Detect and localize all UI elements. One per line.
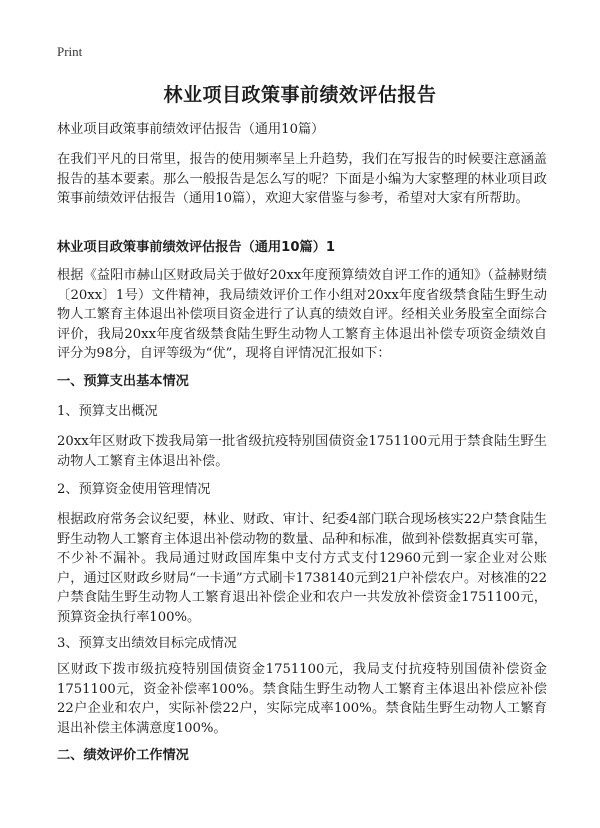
paragraph-basis: 根据《益阳市赫山区财政局关于做好20xx年度预算绩效自评工作的通知》（益赫财绩〔20xx〕1号）文件精神，我局绩效评价工作小组对20xx年度省级禁食陆生野生动物人工繁育主体退出补偿项目资金进行了认真的绩效自评。经相关业务股室全面综合评价，我局20xx年度省级禁食陆生野生动物人工繁育主体退出补偿专项资金绩效自评分为98分，自评等级为“优”，现将自评情况汇报如下： xyxy=(57,268,547,361)
paragraph-fund-management: 根据政府常务会议纪要，林业、财政、审计、纪委4部门联合现场核实22户禁食陆生野生动物人工繁育主体退出补偿动物的数量、品种和标准，做到补偿数据真实可靠，不少补不漏补。我局通过财政国库集中支付方式支付12960元到一家企业对公账户，通过区财政乡财局“一卡通”方式刷卡1738140元到21户补偿农户。对核准的22户禁食陆生野生动物人工繁育退出补偿企业和农户一共发放补偿资金1751100元，预算资金执行率100%。 xyxy=(57,512,547,625)
heading-evaluation-work: 二、绩效评价工作情况 xyxy=(57,748,189,763)
document-subtitle: 林业项目政策事前绩效评估报告（通用10篇） xyxy=(57,122,325,137)
subheading-fund-management: 2、预算资金使用管理情况 xyxy=(57,482,211,497)
print-label: Print xyxy=(57,44,83,59)
page-title: 林业项目政策事前绩效评估报告 xyxy=(163,84,437,106)
paragraph-expenditure: 20xx年区财政下拨我局第一批省级抗疫特别国债资金1751100元用于禁食陆生野生动物人工繁育主体退出补偿。 xyxy=(57,434,547,469)
intro-paragraph: 在我们平凡的日常里，报告的使用频率呈上升趋势，我们在写报告的时候要注意涵盖报告的基本要素。那么一般报告是怎么写的呢？下面是小编为大家整理的林业项目政策事前绩效评估报告（通用10篇），欢迎大家借鉴与参考，希望对大家有所帮助。 xyxy=(57,152,547,206)
section-heading: 林业项目政策事前绩效评估报告（通用10篇）1 xyxy=(57,240,336,255)
subheading-goal-completion: 3、预算支出绩效目标完成情况 xyxy=(57,636,237,651)
subheading-expenditure-overview: 1、预算支出概况 xyxy=(57,404,158,419)
heading-budget-overview: 一、预算支出基本情况 xyxy=(57,374,189,389)
paragraph-goal-completion: 区财政下拨市级抗疫特别国债资金1751100元，我局支付抗疫特别国债补偿资金1751100元，资金补偿率100%。禁食陆生野生动物人工繁育主体退出补偿应补偿22户企业和农户，实际补偿22户，实际完成率100%。禁食陆生野生动物人工繁育退出补偿主体满意度100%。 xyxy=(57,662,547,736)
